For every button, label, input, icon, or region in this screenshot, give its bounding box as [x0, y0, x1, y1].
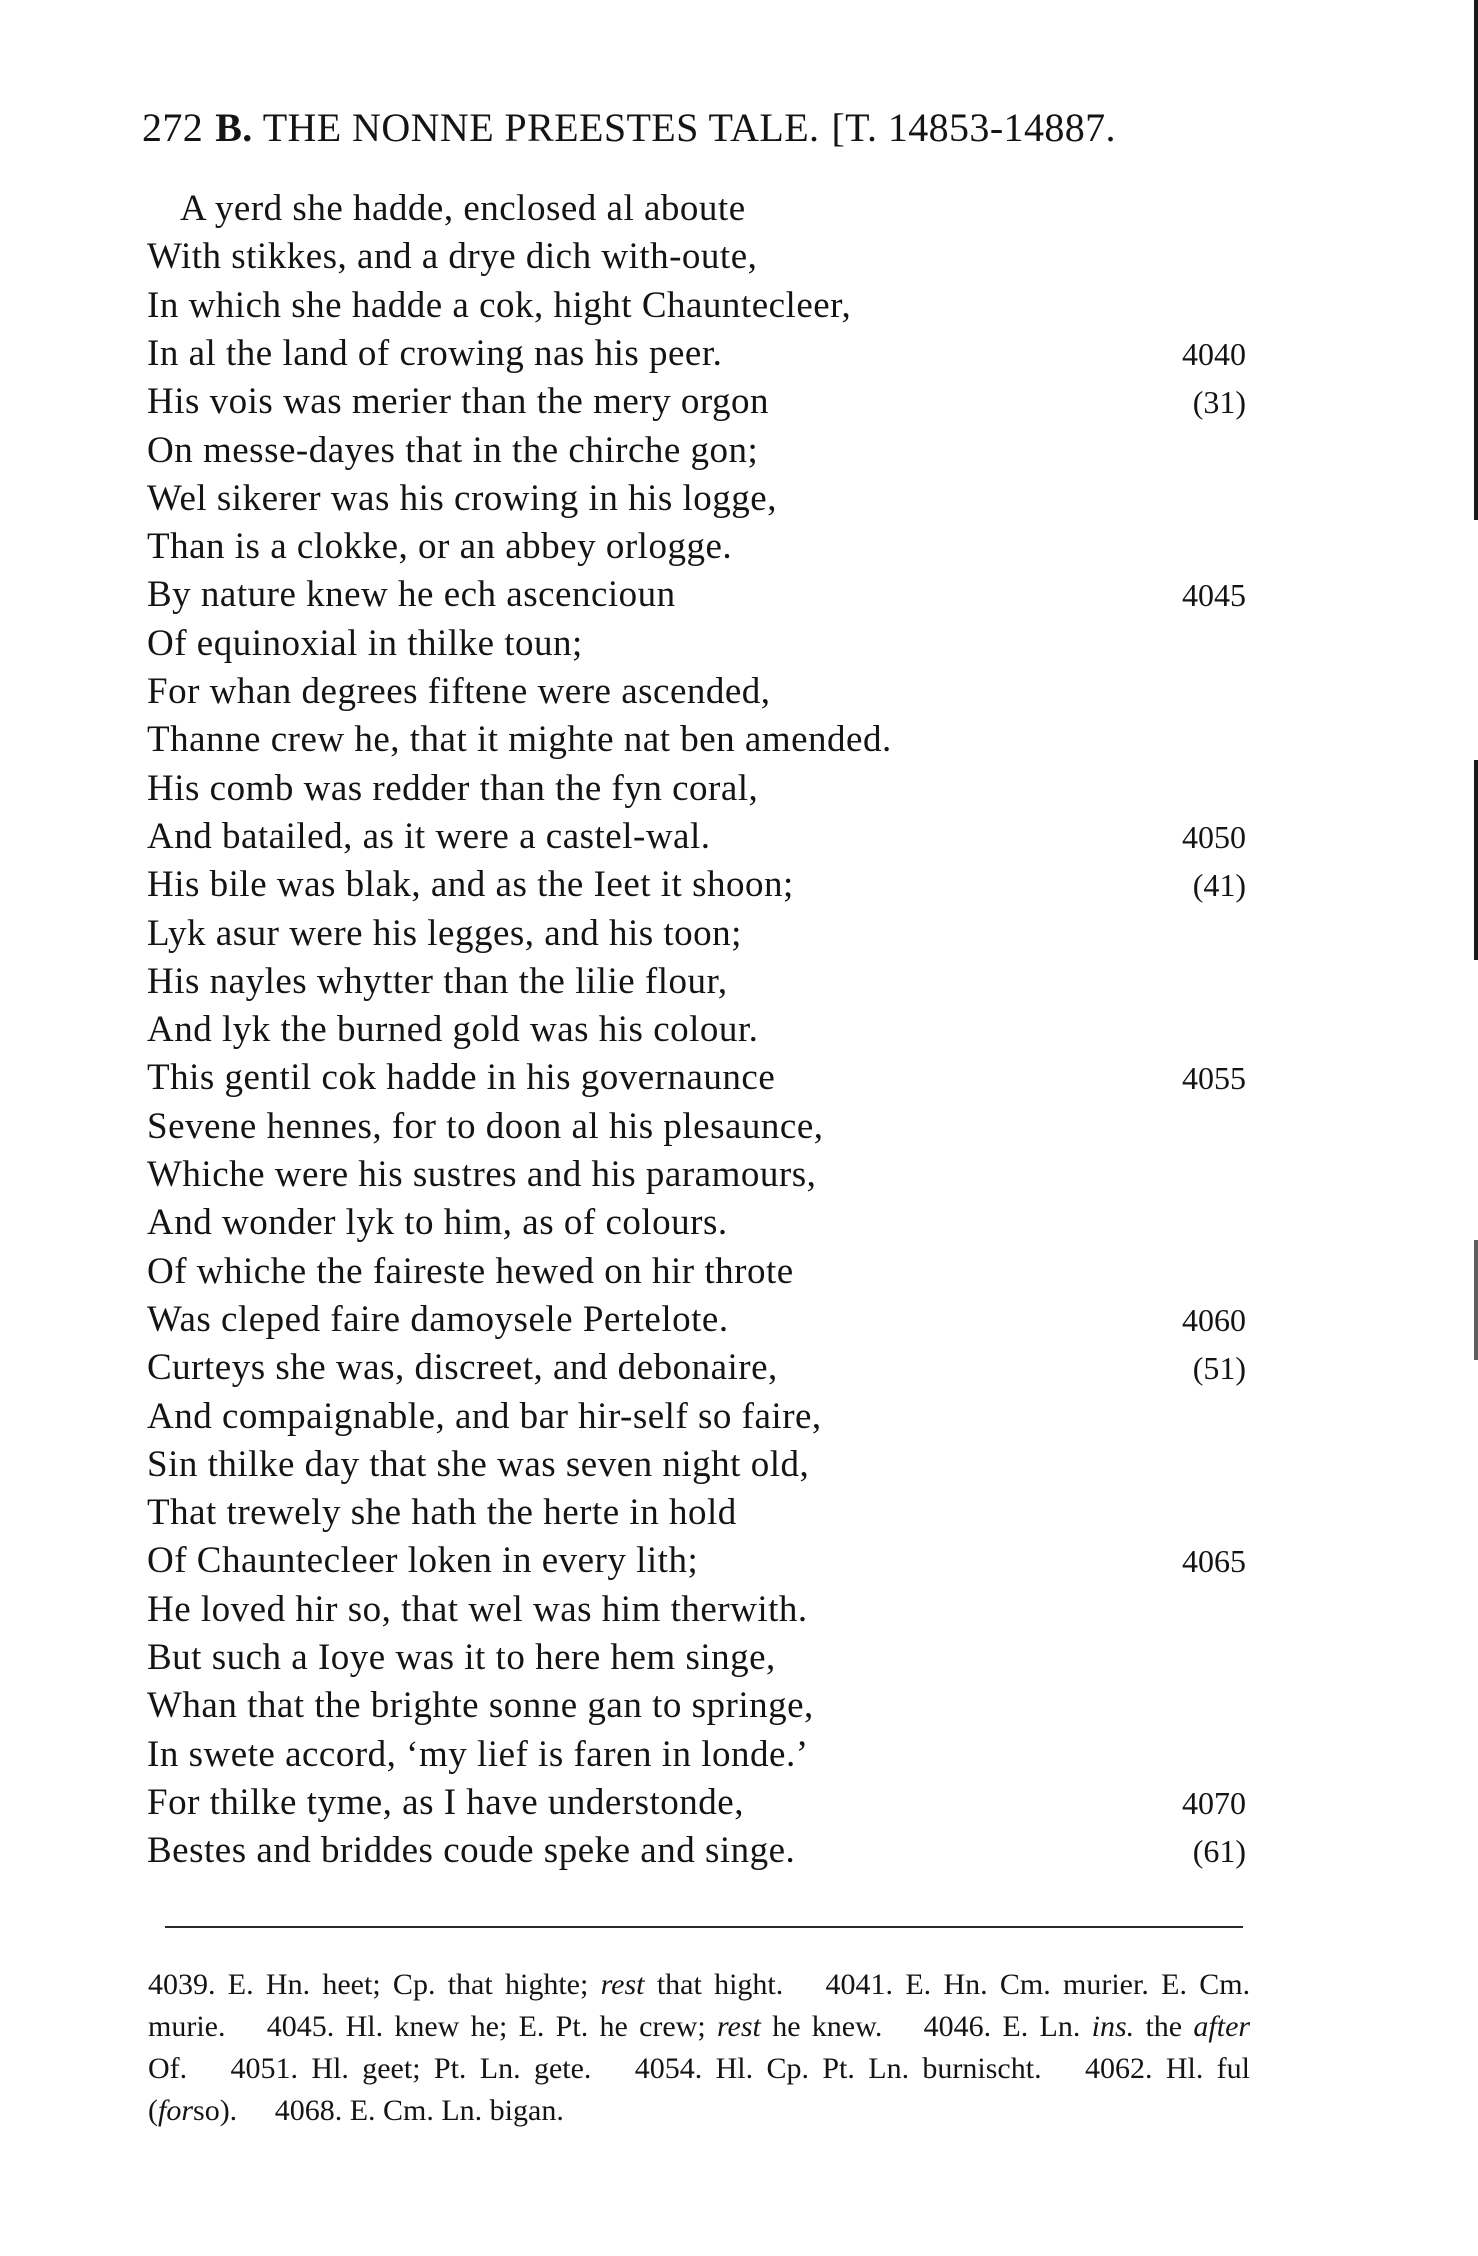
line-number: 4070	[1182, 1785, 1246, 1821]
line-reference: [T. 14853-14887.	[831, 105, 1116, 150]
footnote-4041: 4041. E. Hn. Cm. murier. E. Cm. murie.	[148, 1968, 1251, 2043]
line-number: 4050	[1182, 819, 1246, 855]
verse-line: Thanne crew he, that it mighte nat ben amended.	[147, 719, 892, 760]
verse-line: For thilke tyme, as I have understonde,	[147, 1782, 744, 1823]
verse-line: Bestes and briddes coude speke and singe.	[147, 1830, 796, 1871]
page-number: 272	[142, 105, 204, 150]
verse-line: He loved hir so, that wel was him therwith.	[147, 1589, 808, 1630]
scan-edge-shadow	[1474, 760, 1478, 960]
verse-line: Of Chauntecleer loken in every lith;	[147, 1540, 699, 1581]
verse-line: His bile was blak, and as the Ieet it shoon;	[147, 864, 794, 905]
footnote-4054: 4054. Hl. Cp. Pt. Ln. burnischt.	[634, 2052, 1042, 2085]
verse-line: A yerd she hadde, enclosed al aboute	[180, 188, 746, 229]
verse-line: With stikkes, and a drye dich with-oute,	[147, 236, 758, 277]
verse-line: Whan that the brighte sonne gan to springe,	[147, 1685, 814, 1726]
footnote-divider	[165, 1926, 1243, 1928]
verse-line: Curteys she was, discreet, and debonaire,	[147, 1347, 778, 1388]
line-number: 4065	[1182, 1543, 1246, 1579]
verse-line: And batailed, as it were a castel-wal.	[147, 816, 711, 857]
line-number: 4045	[1182, 577, 1246, 613]
verse-line: This gentil cok hadde in his governaunce	[147, 1057, 776, 1098]
line-number: (31)	[1192, 384, 1246, 420]
line-number: 4040	[1182, 336, 1246, 372]
verse-line: Whiche were his sustres and his paramours,	[147, 1154, 817, 1195]
verse-line: And wonder lyk to him, as of colours.	[147, 1202, 728, 1243]
verse-line: On messe-dayes that in the chirche gon;	[147, 430, 759, 471]
line-number: (41)	[1192, 867, 1246, 903]
verse-line: And lyk the burned gold was his colour.	[147, 1009, 759, 1050]
line-number: 4060	[1182, 1302, 1246, 1338]
section-letter: B.	[215, 105, 253, 150]
verse-line: Sin thilke day that she was seven night old,	[147, 1444, 810, 1485]
line-number: (61)	[1192, 1833, 1246, 1869]
verse-line: In swete accord, ‘my lief is faren in londe.’	[147, 1734, 809, 1775]
verse-line: And compaignable, and bar hir-self so faire,	[147, 1396, 822, 1437]
verse-line: Than is a clokke, or an abbey orlogge.	[147, 526, 733, 567]
footnote-4045: 4045. Hl. knew he; E. Pt. he crew; rest he knew.	[266, 2010, 883, 2043]
verse-line: That trewely she hath the herte in hold	[147, 1492, 737, 1533]
verse-line: In al the land of crowing nas his peer.	[147, 333, 723, 374]
verse-line: His vois was merier than the mery orgon	[147, 381, 769, 422]
scan-edge-shadow	[1474, 1240, 1478, 1360]
verse-line: His comb was redder than the fyn coral,	[147, 768, 759, 809]
verse-line: Sevene hennes, for to doon al his plesaunce,	[147, 1106, 824, 1147]
line-number: 4055	[1182, 1060, 1246, 1096]
verse-line: Wel sikerer was his crowing in his logge,	[147, 478, 777, 519]
tale-title: THE NONNE PREESTES TALE.	[262, 105, 820, 150]
footnote-4046: 4046. E. Ln. ins. the after Of.	[148, 2010, 1251, 2085]
verse-line: But such a Ioye was it to here hem singe,	[147, 1637, 776, 1678]
footnote-4039: 4039. E. Hn. heet; Cp. that highte; rest that hight.	[148, 1968, 784, 2001]
verse-line: By nature knew he ech ascencioun	[147, 574, 676, 615]
verse-line: In which she hadde a cok, hight Chauntecleer,	[147, 285, 852, 326]
footnote-4062: 4062. Hl. ful (forso).	[148, 2052, 1250, 2127]
verse-line: His nayles whytter than the lilie flour,	[147, 961, 728, 1002]
footnote-4068: 4068. E. Cm. Ln. bigan.	[274, 2094, 564, 2127]
verse-line: For whan degrees fiftene were ascended,	[147, 671, 771, 712]
verse-line: Was cleped faire damoysele Pertelote.	[147, 1299, 729, 1340]
line-number: (51)	[1192, 1350, 1246, 1386]
verse-line: Of equinoxial in thilke toun;	[147, 623, 583, 664]
footnotes	[148, 1964, 1250, 2132]
verse-line: Lyk asur were his legges, and his toon;	[147, 913, 742, 954]
footnote-4051: 4051. Hl. geet; Pt. Ln. gete.	[230, 2052, 592, 2085]
scan-edge-shadow	[1474, 0, 1478, 520]
verse-line: Of whiche the faireste hewed on hir throte	[147, 1251, 794, 1292]
